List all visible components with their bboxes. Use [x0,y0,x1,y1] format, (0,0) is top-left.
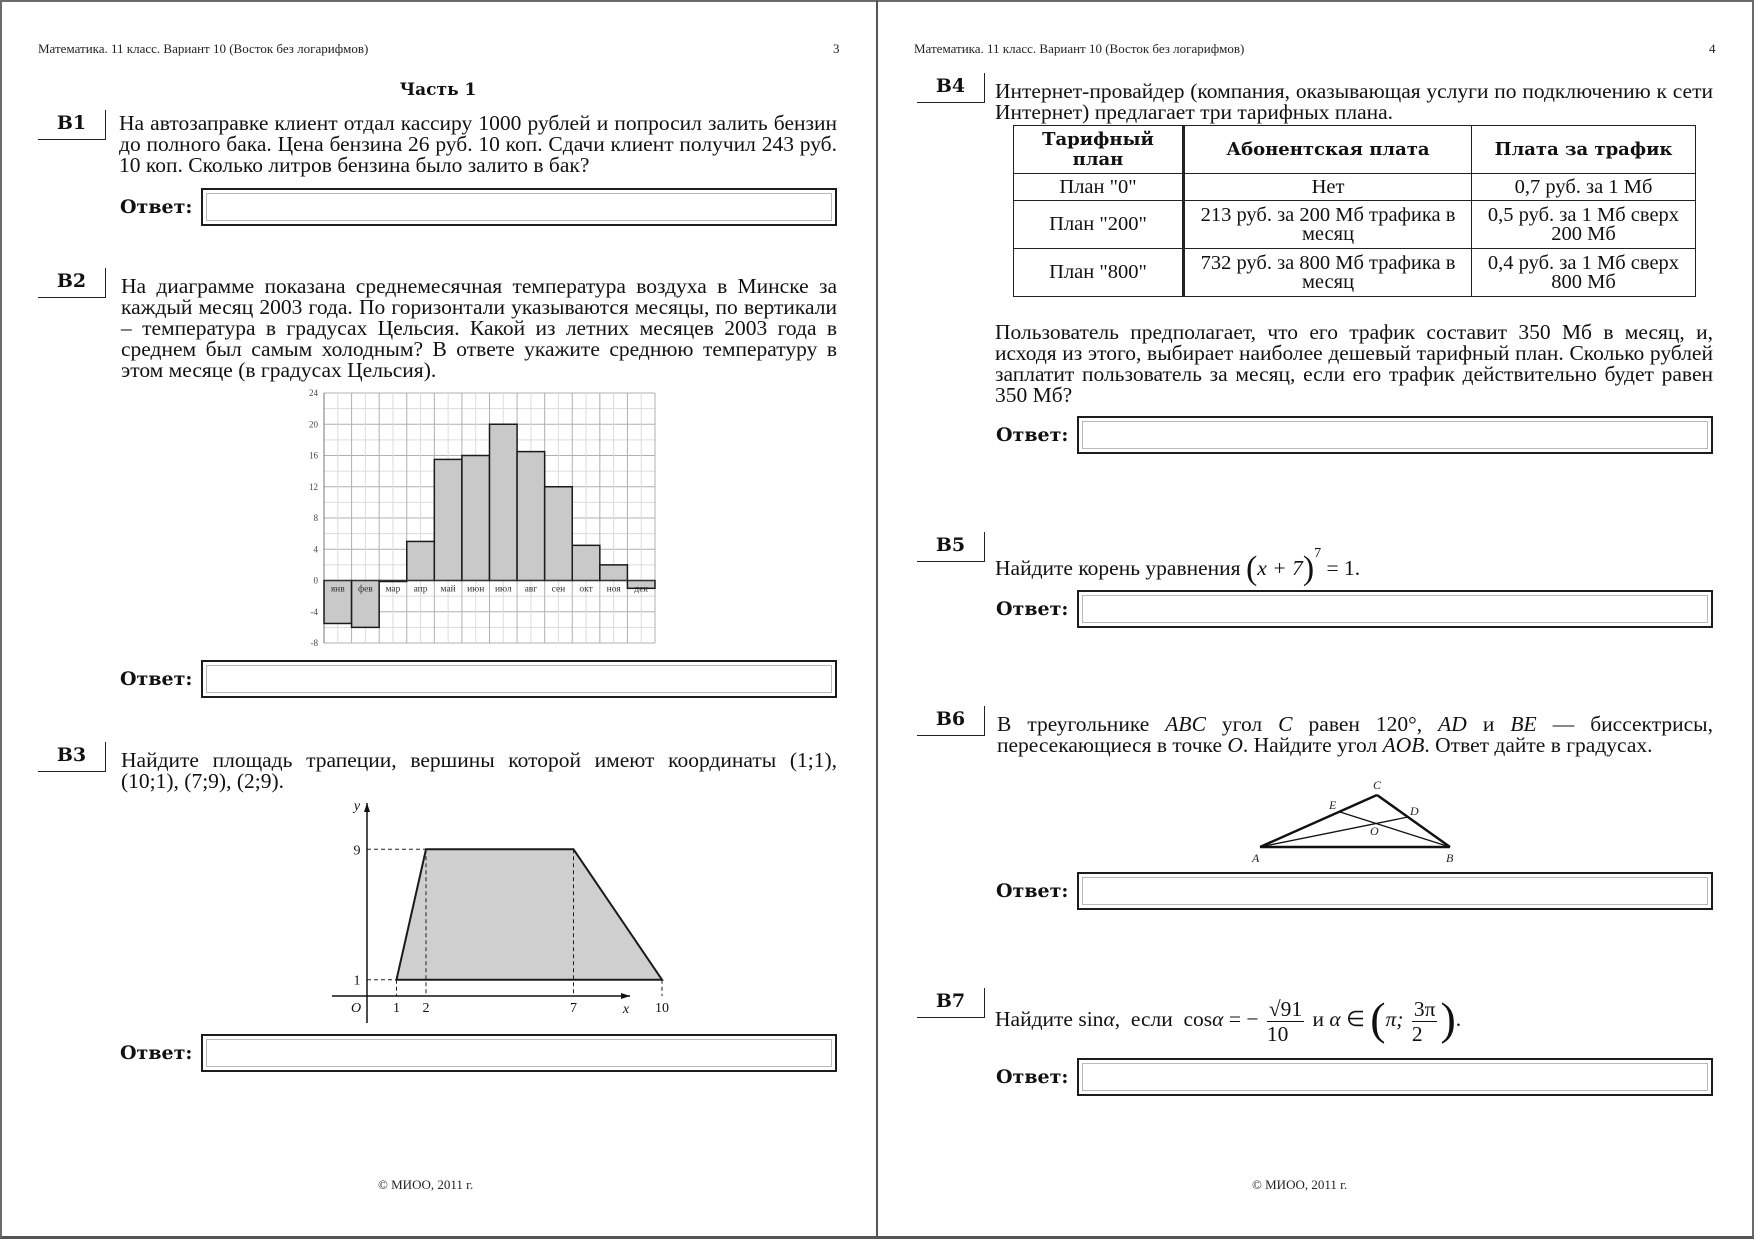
x-tick-label: 2 [422,1001,430,1016]
y-tick-label: 20 [309,419,318,430]
footer-copyright: © МИОО, 2011 г. [378,1177,474,1192]
x-tick-label: июн [467,584,485,595]
equation-rhs: = 1. [1326,556,1361,580]
text-part: BE [1510,712,1537,736]
text-part: и [1466,712,1511,736]
x-tick-label: май [440,584,456,595]
y-axis-arrow-icon [364,803,370,812]
equals-minus: = − [1228,1007,1259,1031]
y-tick-label: -8 [310,638,318,648]
answer-box-b7[interactable] [1077,1058,1713,1096]
table-cell: План "0" [1014,174,1184,201]
bar-окт [572,545,600,580]
text-part: равен 120°, [1292,712,1439,736]
triangle-figure [1240,775,1470,865]
vertex-label-b: B [1446,851,1454,865]
text-part: C [1278,712,1293,736]
page-number: 4 [1709,41,1716,56]
paren-close: ) [1440,993,1456,1044]
question-label-b3: B3 [38,742,106,772]
side-ac [1260,795,1377,847]
question-text-b6 [997,714,1713,756]
fraction-numerator: 3π [1413,996,1436,1021]
table-cell: 732 руб. за 800 Мб трафика в месяц [1184,249,1472,297]
table-row [1014,174,1696,201]
answer-box-b2[interactable] [201,660,837,698]
and-word: и [1312,1007,1325,1031]
answer-box-b3[interactable] [201,1034,837,1072]
bisector-be [1340,812,1450,847]
x-tick-label: янв [330,584,345,595]
table-cell: 213 руб. за 200 Мб трафика в месяц [1184,201,1472,249]
bar-июн [462,456,490,581]
text-part: . Ответ дайте в градусах. [1424,733,1653,757]
alpha-symbol: α [1329,1007,1341,1031]
origin-label: O [350,1001,362,1016]
table-cell: 0,5 руб. за 1 Мб сверх 200 Мб [1472,201,1696,249]
running-head: Математика. 11 класс. Вариант 10 (Восток без логарифмов) [38,41,369,56]
vertex-label-a: A [1252,851,1260,865]
x-axis-label: x [622,1002,630,1017]
answer-label-b6: Ответ: [996,880,1069,902]
answer-label-b7: Ответ: [996,1066,1069,1088]
x-tick-label: 7 [570,1001,577,1016]
question-label-b7: B7 [917,988,985,1018]
tariff-table [1013,125,1696,297]
fraction-denominator: 2 [1411,1021,1423,1046]
question-text-b2: На диаграмме показана среднемесячная температура воздуха в Минске за каждый месяц 2003 года. По горизонтали указываются месяцы, по вертикали – температура в градусах Цельсия. Какой из летних месяцев 2003 года в среднем был самым холодным? В ответе укажите среднюю температуру в этом месяце (в градусах Цельсия). [121,274,837,382]
table-cell: 0,4 руб. за 1 Мб сверх 800 Мб [1472,249,1696,297]
question-text-b5-prefix: Найдите корень уравнения [995,556,1241,580]
question-text-b7-prefix: Найдите sin [995,1007,1104,1031]
paren-close: ) [1302,550,1315,587]
running-head: Математика. 11 класс. Вариант 10 (Восток без логарифмов) [914,41,1245,56]
equation-b5 [1245,546,1361,587]
table-cell: План "800" [1014,249,1184,297]
table-header-plan: Тарифный план [1014,126,1184,174]
question-text-b4-question: Пользователь предполагает, что его трафик составит 350 Мб в месяц, и, исходя из этого, выбирает наиболее дешевый тарифный план. Сколько рублей заплатит пользователь за месяц, если его трафик действительно будет равен 350 Мб? [995,320,1713,407]
paren-open: ( [1245,550,1258,587]
x-tick-label: ноя [606,584,621,595]
question-label-b6: B6 [917,706,985,736]
answer-input-b2[interactable] [209,668,829,690]
interval-left: π; [1385,1007,1404,1031]
alpha-symbol: α [1212,1007,1224,1031]
x-tick-label: июл [494,584,512,595]
text-part: AD [1438,712,1467,736]
question-label-b2: B2 [38,268,106,298]
bar-июл [490,424,518,580]
answer-label-b4: Ответ: [996,424,1069,446]
text-part: угол [1205,712,1279,736]
question-label-b5: B5 [917,532,985,562]
question-text-b3: Найдите площадь трапеции, вершины которой имеют координаты (1;1), (10;1), (7;9), (2;9). [121,748,837,793]
y-tick-label: 9 [353,843,361,859]
page-3 [0,0,876,1239]
answer-label-b1: Ответ: [120,196,193,218]
table-header-row [1014,126,1696,174]
x-tick-label: дек [634,584,649,595]
text-part: AOB [1382,733,1425,757]
bar-ноя [600,565,628,581]
fraction-denominator: 10 [1266,1021,1289,1046]
bar-апр [407,541,435,580]
page-4 [878,0,1754,1239]
y-tick-label: -4 [310,606,318,617]
answer-input-b5[interactable] [1085,598,1705,620]
bisector-ad [1260,817,1408,847]
answer-input-b4[interactable] [1085,424,1705,446]
y-tick-label: 8 [313,513,318,523]
cos-word: cos [1183,1007,1213,1031]
y-tick-label: 24 [309,388,318,398]
text-part: В треугольнике [997,712,1166,736]
part-title: Часть 1 [399,80,477,100]
equation-exponent: 7 [1314,546,1322,561]
table-header-traffic: Плата за трафик [1472,126,1696,174]
footer-copyright: © МИОО, 2011 г. [1252,1177,1348,1192]
y-axis-label: y [353,799,361,814]
x-tick-label: 10 [655,1001,669,1016]
answer-input-b1[interactable] [209,196,829,218]
x-tick-label: мар [385,584,401,595]
table-cell: Нет [1184,174,1472,201]
vertex-label-c: C [1373,778,1382,792]
answer-box-b5[interactable] [1077,590,1713,628]
x-tick-label: сен [551,584,566,595]
fraction-cos [1267,997,1304,1046]
question-text-b1: На автозаправке клиент отдал кассиру 1000 рублей и попросил залить бензин до полного бака. Цена бензина 26 руб. 10 коп. Сдачи клиент получил 243 руб. 10 коп. Сколько литров бензина было залито в бак? [119,111,837,177]
question-text-b7: Найдите sinα, если cosα = − $\frac{√91}{10}$ и α ∈ (π; $\frac{3\pi}{2}$ ). [995,993,1462,1046]
y-tick-label: 12 [309,481,318,492]
point-label-e: E [1329,798,1337,812]
question-text-b4-intro: Интернет-провайдер (компания, оказывающая услуги по подключению к сети Интернет) предлагает три тарифных плана. [995,79,1713,124]
text-part: . Найдите угол [1242,733,1383,757]
table-cell: 0,7 руб. за 1 Мб [1472,174,1696,201]
temperature-bar-chart [290,385,665,650]
text-part: O [1227,733,1243,757]
y-tick-label: 4 [313,544,318,555]
paren-open: ( [1370,993,1386,1044]
y-tick-label: 1 [353,973,361,989]
element-of-symbol: ∈ [1346,1007,1365,1031]
table-row [1014,201,1696,249]
alpha-symbol: α [1103,1007,1115,1031]
x-tick-label: окт [579,584,593,595]
x-tick-label: авг [524,584,538,595]
question-text-b5 [995,543,1595,587]
point-label-d: D [1410,804,1419,818]
x-tick-label: апр [413,584,428,595]
x-tick-label: фев [357,584,373,595]
point-label-o: O [1370,824,1379,838]
trapezoid-plot [330,795,669,1025]
answer-label-b3: Ответ: [120,1042,193,1064]
table-cell: План "200" [1014,201,1184,249]
table-row [1014,249,1696,297]
fraction-interval [1412,997,1438,1046]
answer-input-b3[interactable] [209,1042,829,1064]
bar-авг [517,452,545,581]
answer-input-b7[interactable] [1085,1066,1705,1088]
text-part: ABC [1165,712,1206,736]
x-axis-arrow-icon [621,993,630,999]
bar-сен [545,487,573,581]
answer-box-b4[interactable] [1077,416,1713,454]
fraction-numerator: √91 [1268,996,1303,1021]
page-number: 3 [833,41,840,56]
answer-label-b2: Ответ: [120,668,193,690]
answer-input-b6[interactable] [1085,880,1705,902]
equation-base: x + 7 [1257,556,1303,580]
answer-box-b6[interactable] [1077,872,1713,910]
answer-label-b5: Ответ: [996,598,1069,620]
table-header-fee: Абонентская плата [1184,126,1472,174]
bar-май [434,459,462,580]
question-label-b4: B4 [917,73,985,103]
if-word: если [1130,1007,1173,1031]
text-part: — биссектрисы, пересекающиеся в точке [997,712,1713,757]
y-tick-label: 0 [313,575,318,586]
x-tick-label: 1 [393,1001,400,1016]
question-label-b1: B1 [38,110,106,140]
trapezoid-shape [397,849,663,979]
y-tick-label: 16 [309,450,318,461]
answer-box-b1[interactable] [201,188,837,226]
